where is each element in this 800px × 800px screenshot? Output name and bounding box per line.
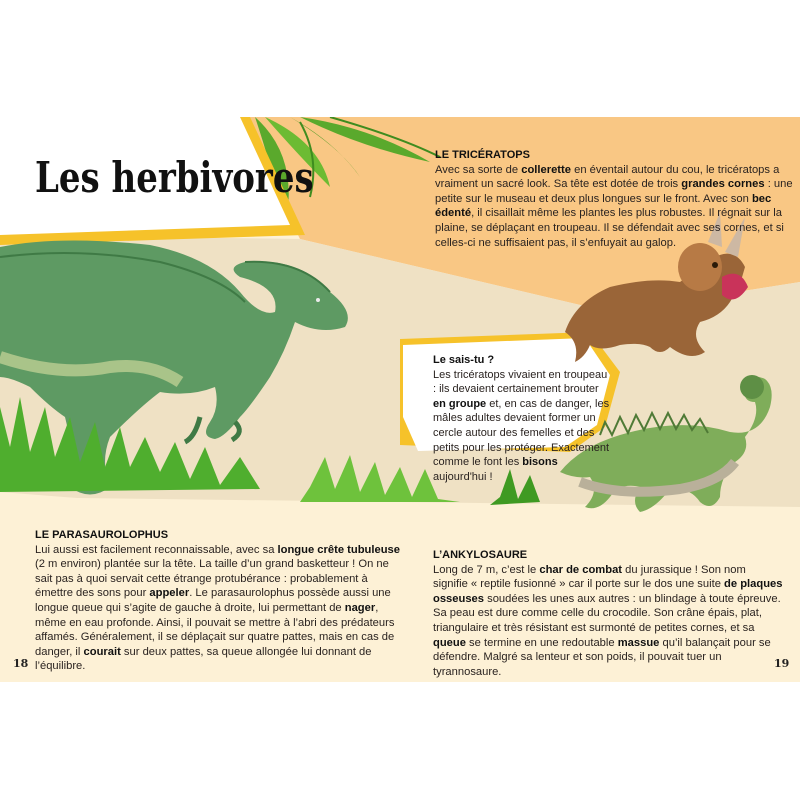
- did-you-know-box: [433, 353, 613, 484]
- triceratops-heading: LE TRICÉRATOPS: [435, 149, 530, 161]
- parasaurolophus-section: [35, 528, 400, 674]
- triceratops-text: Avec sa sorte de collerette en éventail autour du cou, le tricératops a vraiment un sacré look. Sa tête est dotée de trois grandes cornes : une petite sur le museau et deux plus longues sur le front. Avec son bec édenté, il cisaillait même les plantes les plus robustes. Il régnait sur la plaine, se déplaçant en troupeau. Il se défendait avec ses cornes, et si celles-ci ne suffisaient pas, il s’enfuyait au galop.: [435, 163, 793, 249]
- page-number-left: 18: [13, 657, 29, 670]
- did-you-know-text: Les tricératops vivaient en troupeau : ils devaient certainement brouter en groupe et, en cas de danger, les mâles adultes devaient former un cercle autour des femelles et des petits pour les protéger. Exactement comme le font les bisons aujourd'hui !: [433, 368, 610, 483]
- page-title: Les herbivores: [35, 153, 314, 203]
- page-number-right: 19: [774, 657, 790, 670]
- did-you-know-heading: Le sais-tu ?: [433, 354, 495, 366]
- parasaurolophus-heading: LE PARASAUROLOPHUS: [35, 529, 169, 541]
- ankylosaurus-heading: L’ANKYLOSAURE: [433, 549, 528, 561]
- parasaurolophus-text: Lui aussi est facilement reconnaissable, avec sa longue crête tubuleuse (2 m environ) plantée sur la tête. La taille d’un grand basketteur ! On ne sait pas à quoi servait cette étrange protubérance : probablement à émettre des sons pour appeler. Le parasaurolophus possède aussi une longue queue qui s’agite de gauche à droite, lui permettant de nager, même en eau profonde. Ainsi, il pouvait se mettre à l’abri des prédateurs affamés. Généralement, il se déplaçait sur quatre pattes, mais en cas de danger, il courait sur deux pattes, sa queue allongée lui donnant de l’équilibre.: [35, 543, 400, 673]
- ankylosaurus-section: [433, 548, 783, 679]
- book-spread: [0, 117, 800, 682]
- ankylosaurus-text: Long de 7 m, c’est le char de combat du jurassique ! Son nom signifie « reptile fusionné » car il porte sur le dos une suite de plaques osseuses soudées les unes aux autres : un blindage à toute épreuve. Sa peau est dure comme celle du crocodile. Son crâne épais, plat, triangulaire et très résistant est surmonté de petites cornes, et sa queue se termine en une redoutable massue qu’il balançait pour se défendre. Malgré sa lenteur et son poids, il pouvait tuer un tyrannosaure.: [433, 563, 783, 678]
- triceratops-section: [435, 148, 795, 250]
